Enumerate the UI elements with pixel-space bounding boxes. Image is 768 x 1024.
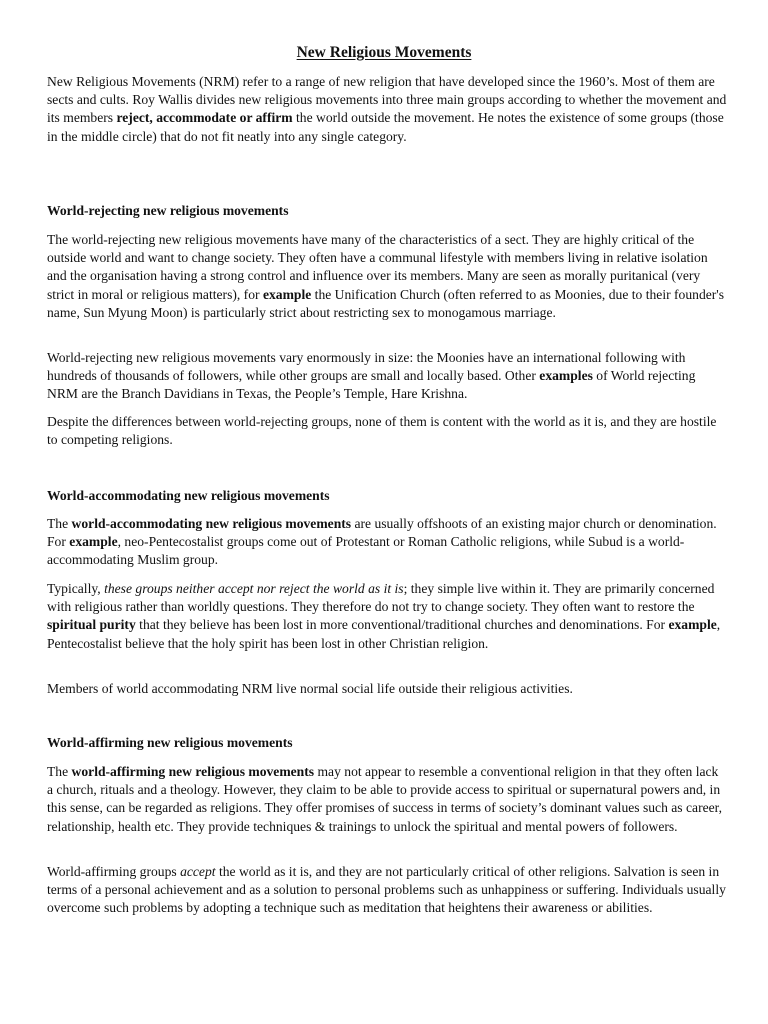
- affirming-paragraph-2: [47, 863, 727, 918]
- accommodating-p2-text-3: that they believe has been lost in more conventional/traditional churches and denominations. For: [135, 617, 669, 633]
- intro-text-2: the world outside the movement. He notes the existence of some groups (those in the middle circle) that do not fit neatly into any single category.: [47, 110, 724, 144]
- accommodating-paragraph-2: [47, 580, 727, 653]
- rejecting-p2-text-2: of World rejecting NRM are the Branch Davidians in Texas, the People’s Temple, Hare Krishna.: [47, 368, 696, 402]
- accommodating-p2-text-2: ; they simple live within it. They are primarily concerned with religious rather than worldly questions. They therefore do not try to change society. They often want to restore the: [47, 581, 715, 615]
- rejecting-paragraph-3: Despite the differences between world-rejecting groups, none of them is content with the world as it is, and they are hostile to competing religions.: [47, 414, 717, 448]
- rejecting-p1-text-2: the Unification Church (often referred to as Moonies, due to their founder's name, Sun Myung Moon) is particularly strict about restricting sex to monogamous marriage.: [47, 286, 725, 320]
- rejecting-p2-bold-1: examples: [539, 368, 593, 384]
- intro-bold-1: reject, accommodate or affirm: [116, 110, 293, 126]
- section-heading-world-rejecting: World-rejecting new religious movements: [47, 203, 289, 218]
- accommodating-p1-text-3: , neo-Pentecostalist groups come out of Protestant or Roman Catholic religions, while Subud is a world-accommodating Muslim group.: [47, 534, 685, 568]
- affirming-p2-text-2: the world as it is, and they are not particularly critical of other religions. Salvation is seen in terms of a personal achievement and as a solution to personal problems such as unhappiness or suffering. Individuals usually overcome such problems by adopting a technique such as meditation that heightens their awareness or abilities.: [47, 864, 726, 916]
- accommodating-p2-text-1: Typically,: [47, 581, 105, 596]
- affirming-p1-text-1: The: [47, 764, 72, 779]
- section-heading-world-accommodating: World-accommodating new religious movements: [47, 488, 330, 503]
- accommodating-p2-bold-2: example: [668, 617, 717, 633]
- rejecting-p1-text-1: The world-rejecting new religious movements have many of the characteristics of a sect. They are highly critical of the outside world and want to change society. They often have a communal lifestyle with members living in relative isolation and the organisation having a strong control and influence over its members. Many are seen as morally puritanical (very strict in moral or religious matters), for: [47, 232, 708, 302]
- intro-paragraph: [47, 73, 727, 146]
- accommodating-paragraph-1: [47, 515, 727, 570]
- accommodating-p2-italic-1: these groups neither accept nor reject the world as it is: [104, 581, 404, 596]
- affirming-p1-text-2: may not appear to resemble a conventional religion in that they often lack a church, rituals and a theology. However, they claim to be able to provide access to spiritual or supernatural powers and, in this sense, can be regarded as religions. They offer promises of success in terms of society’s dominant values such as career, relationship, health etc. They provide techniques & trainings to unlock the spiritual and mental powers of followers.: [47, 764, 723, 834]
- rejecting-p2-text-1: World-rejecting new religious movements vary enormously in size: the Moonies have an international following with hundreds of thousands of followers, while other groups are small and locally based. Other: [47, 350, 686, 384]
- affirming-p1-bold-1: world-affirming new religious movements: [71, 764, 315, 779]
- page-title: New Religious Movements: [296, 44, 472, 61]
- rejecting-paragraph-1: [47, 231, 727, 322]
- accommodating-p2-text-4: , Pentecostalist believe that the holy spirit has been lost in other Christian religion.: [47, 617, 721, 651]
- affirming-p2-text-1: World-affirming groups: [47, 864, 181, 879]
- accommodating-p2-bold-1: spiritual purity: [47, 617, 136, 633]
- section-heading-world-affirming: World-affirming new religious movements: [47, 735, 293, 750]
- affirming-p2-italic-1: accept: [180, 864, 216, 879]
- accommodating-p1-bold-2: example: [69, 534, 118, 550]
- accommodating-p1-text-1: The: [47, 516, 72, 531]
- affirming-paragraph-1: [47, 763, 727, 836]
- accommodating-paragraph-3: Members of world accommodating NRM live normal social life outside their religious activities.: [47, 681, 573, 696]
- accommodating-p1-text-2: are usually offshoots of an existing major church or denomination. For: [47, 516, 717, 550]
- accommodating-p1-bold-1: world-accommodating new religious movements: [71, 516, 352, 531]
- rejecting-p1-bold-1: example: [262, 286, 312, 302]
- rejecting-paragraph-2: [47, 349, 727, 404]
- intro-text-1: New Religious Movements (NRM) refer to a range of new religion that have developed since the 1960’s. Most of them are sects and cults. Roy Wallis divides new religious movements into three main groups according to whether the movement and its members: [47, 74, 727, 126]
